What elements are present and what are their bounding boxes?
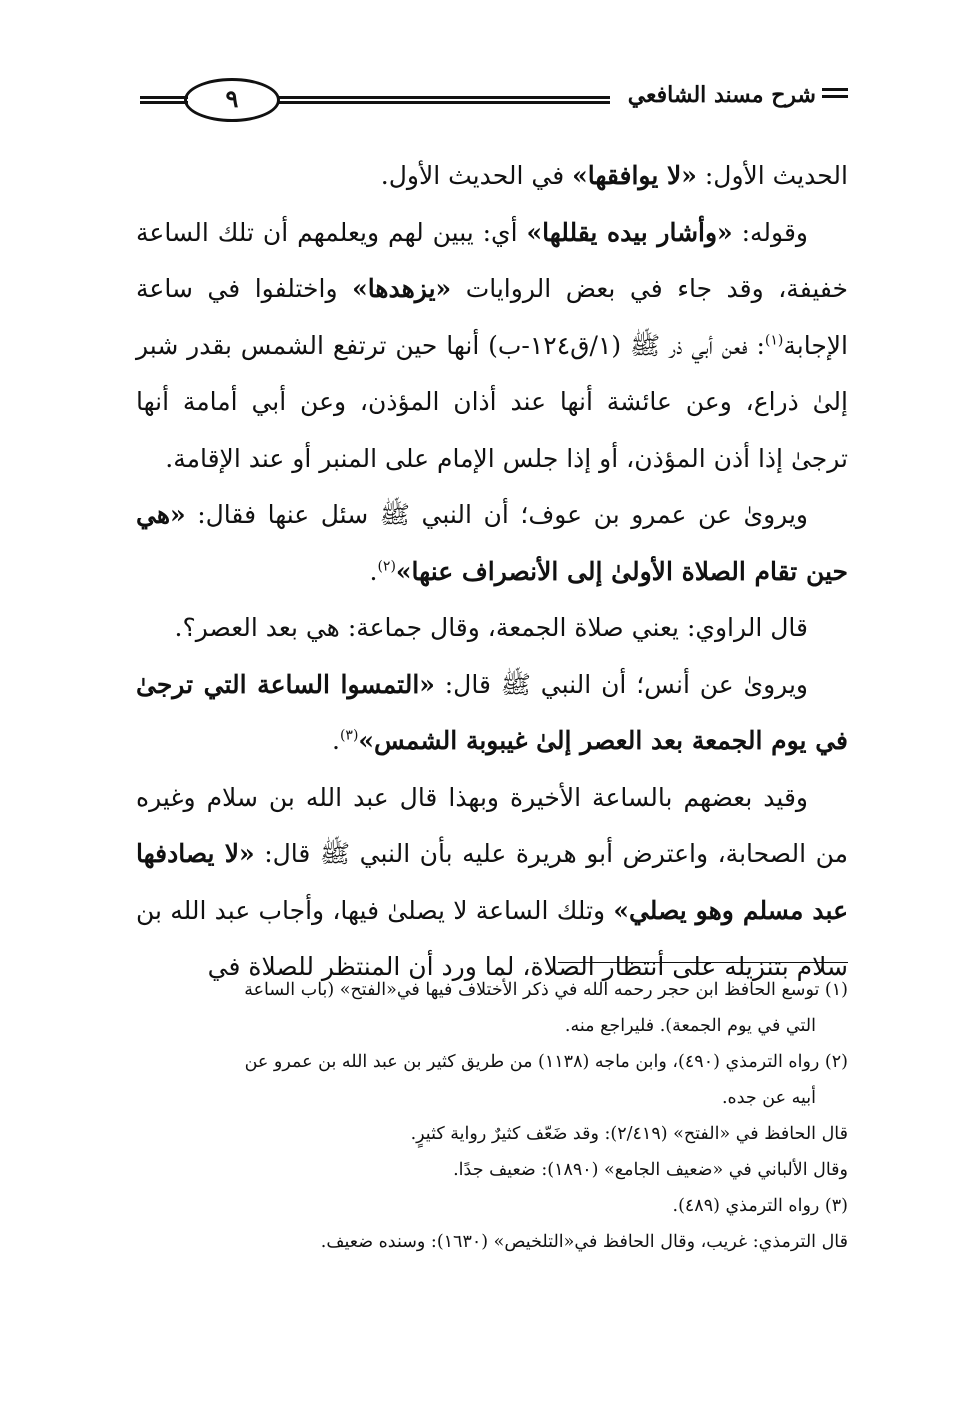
hadith-quote: «هي حين تقام الصلاة الأولىٰ إلى الأنصراف عنها» [136, 500, 848, 586]
text-run: واختلفوا في ساعة الإجابة [136, 274, 848, 360]
header-rule [275, 96, 610, 104]
footnote-line: قال الترمذي: غريب، وقال الحافظ في«التلخيص» (١٦٣٠): وسنده ضعيف. [320, 1232, 848, 1252]
footnote-line: (٣) رواه الترمذي (٤٨٩). [672, 1196, 848, 1216]
paragraph [136, 600, 848, 657]
footnote-line: (١) توسع الحافظ ابن حجر رحمه الله في ذكر الأختلاف فيها في«الفتح» (باب الساعة [244, 980, 848, 1000]
footnote-line: وقال الألباني في «ضعيف الجامع» (١٨٩٠): ضعيف جدًا. [453, 1160, 848, 1180]
footnote-line: (٢) رواه الترمذي (٤٩٠)، وابن ماجه (١١٣٨) من طريق كثير بن عبد الله بن عمرو عن [244, 1052, 848, 1072]
hadith-quote: «وأشار بيده يقللها» [526, 217, 733, 247]
header-rule [140, 96, 188, 104]
footnote-line: قال الحافظ في «الفتح» (٢/٤١٩): وقد ضَعّف كثيرٌ رواية كثيرٍ. [410, 1124, 848, 1144]
text-run: . [332, 726, 340, 755]
paragraph [136, 148, 848, 205]
footnote-ref: (١) [764, 332, 784, 349]
main-text [136, 148, 848, 996]
text-run: . [369, 556, 378, 586]
text-run: الحديث الأول: [696, 161, 848, 190]
footnote-line: أبيه عن جده. [721, 1088, 816, 1108]
hadith-quote: «التمسوا الساعة التي ترجىٰ في يوم الجمعة بعد العصر إلىٰ غيبوبة الشمس» [136, 669, 848, 755]
hadith-quote: «لا يوافقها» [572, 161, 697, 190]
paragraph [136, 205, 848, 488]
footnote-separator [558, 962, 848, 963]
paragraph [136, 487, 848, 600]
text-run: ويروىٰ عن أنس؛ أن النبي ﷺ قال: [434, 669, 808, 699]
hadith-quote: «لا يصادفها عبد مسلم وهو يصلي» [136, 839, 848, 925]
footnote-line: التي في يوم الجمعة). فليراجع منه. [564, 1016, 816, 1036]
text-run: وتلك الساعة لا يصلىٰ فيها، وأجاب عبد الله بن سلام بتنزيله على أنتظار الصلاة، لما ورد أن المنتظر للصلاة في [136, 895, 848, 981]
text-run: : فعن أبي ذر ﷺ (١/ق١٢٤-ب) أنها حين ترتفع الشمس بقدر شبر إلىٰ ذراع، وعن عائشة أنها عند أذان المؤذن، وعن أبي أمامة أنها ترجىٰ إذا أذن المؤذن، أو إذا جلس الإمام على المنبر أو عند الإقامة. [136, 330, 848, 473]
header-ornament [822, 88, 848, 102]
text-run: في الحديث الأول. [380, 161, 573, 190]
text-run: قال الراوي: يعني صلاة الجمعة، وقال جماعة: هي بعد العصر؟. [174, 613, 808, 642]
text-run: ويروىٰ عن عمرو بن عوف؛ أن النبي ﷺ سئل عنها فقال: [185, 500, 808, 529]
page-number: ٩ [184, 78, 280, 122]
paragraph [136, 657, 848, 770]
footnotes [132, 972, 848, 1260]
text-run: وقيد بعضهم بالساعة الأخيرة وبهذا قال عبد الله بن سلام وغيره من الصحابة، واعترض أبو هريرة عليه بأن النبي ﷺ قال: [136, 782, 848, 868]
text-run: أي: يبين لهم ويعلمهم أن تلك الساعة خفيفة، وقد جاء في بعض الروايات [136, 217, 848, 303]
text-run: وقوله: [732, 217, 808, 247]
footnote-ref: (٢) [377, 558, 396, 575]
footnote-ref: (٣) [339, 727, 359, 744]
header-title: شرح مسند الشافعي [627, 82, 816, 108]
hadith-quote: «يزهدها» [352, 274, 452, 303]
running-header [140, 78, 848, 124]
